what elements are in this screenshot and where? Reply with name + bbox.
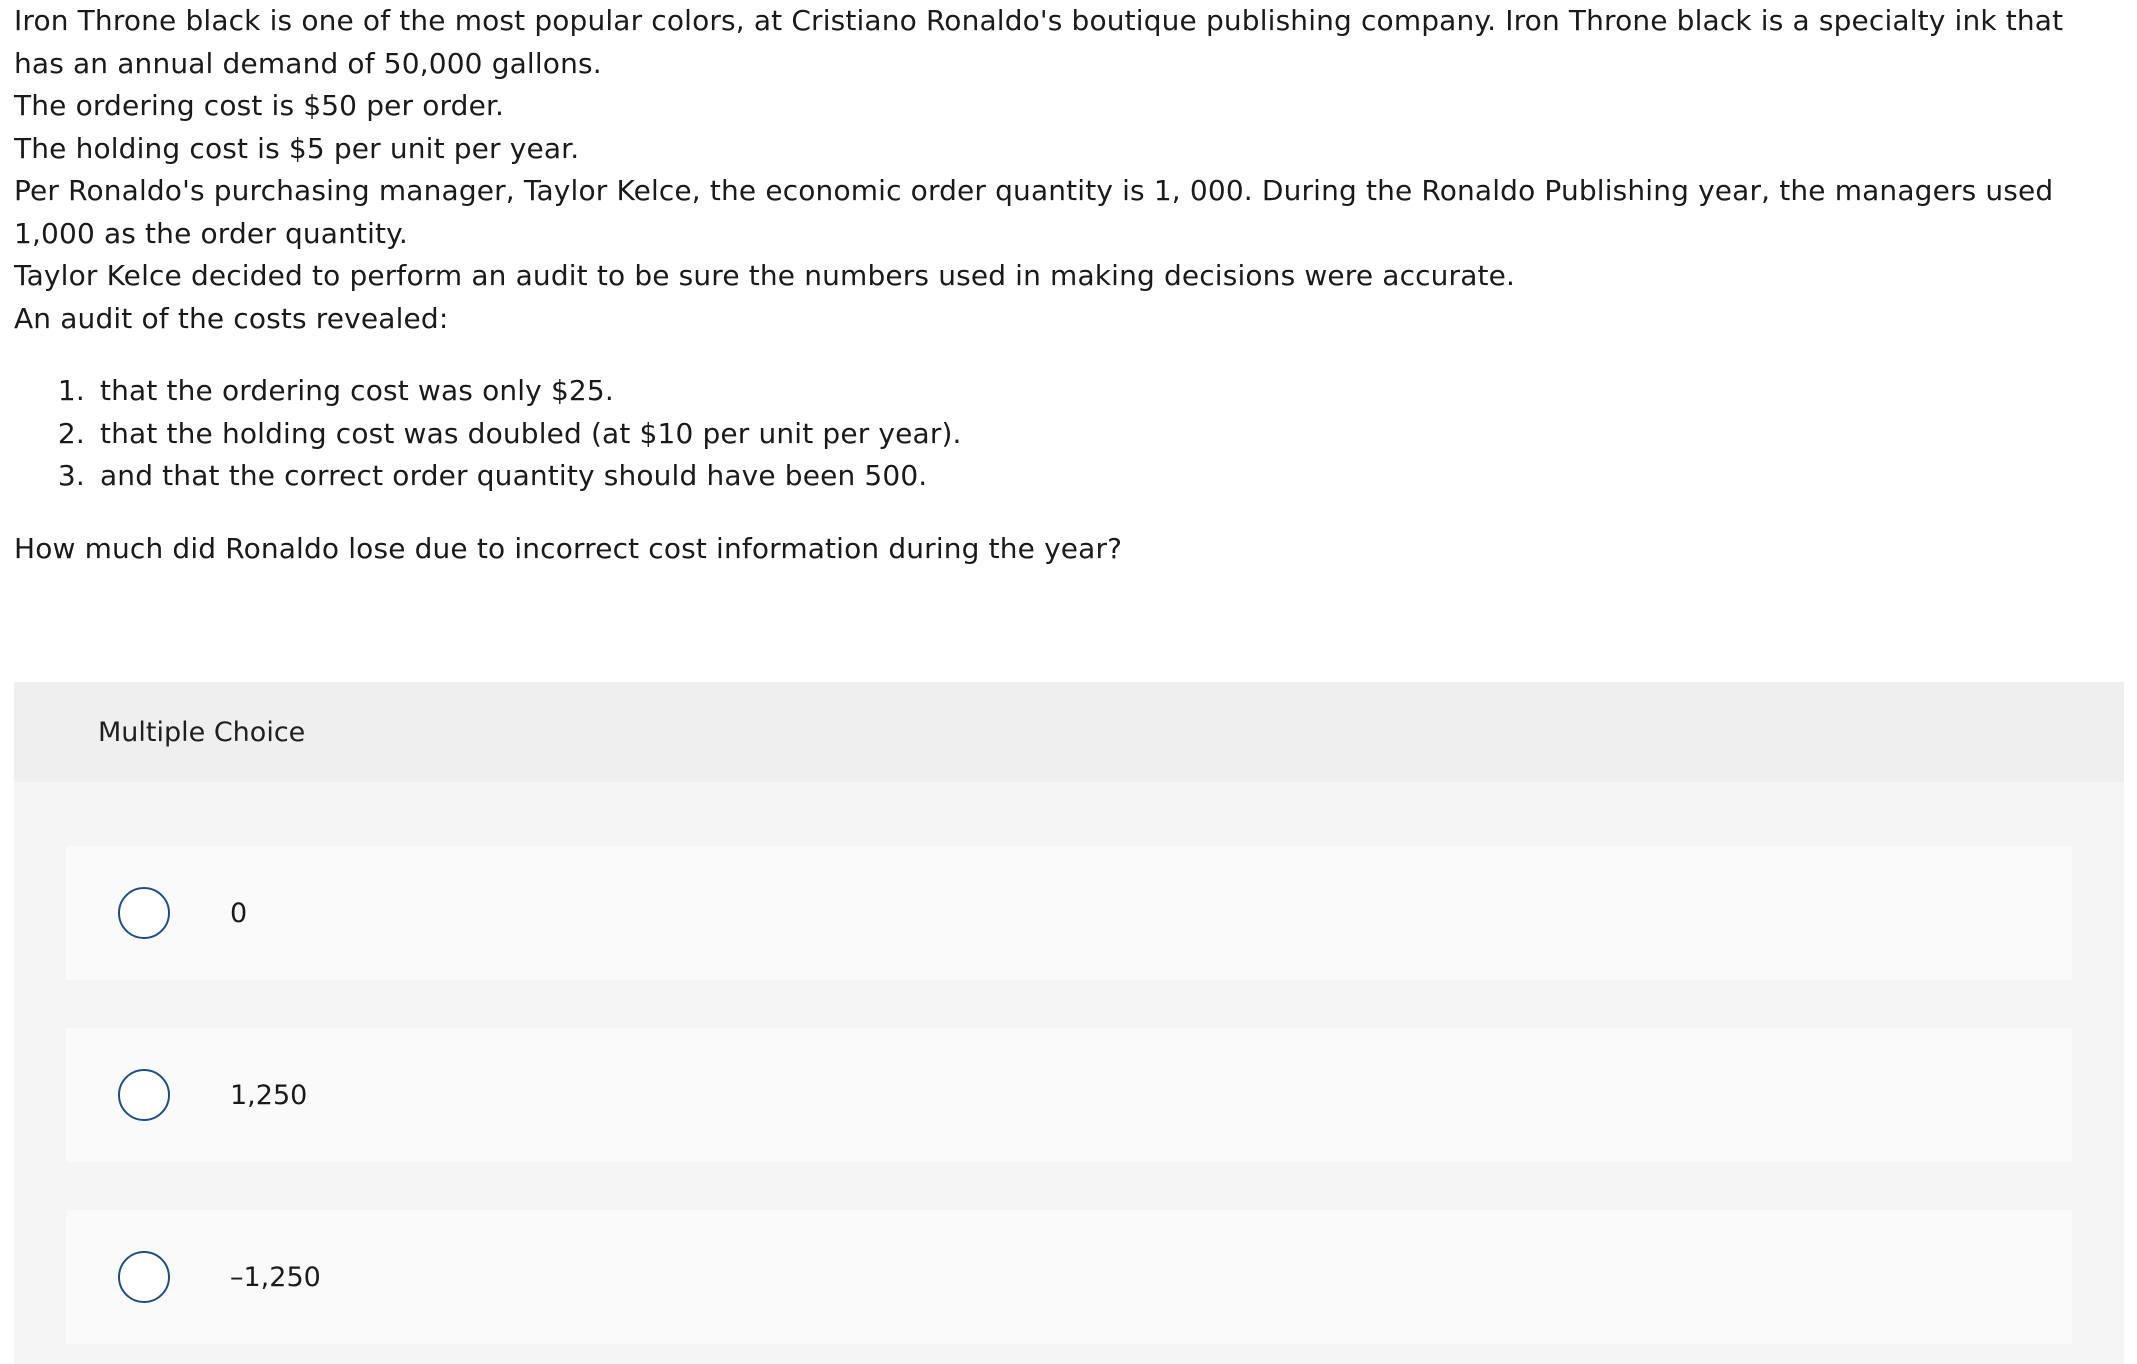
question-audit-intro: An audit of the costs revealed: <box>14 301 449 335</box>
audit-findings-list <box>14 370 2114 498</box>
question-holding-cost: The holding cost is $5 per unit per year. <box>14 131 580 165</box>
question-audit-intent: Taylor Kelce decided to perform an audit to be sure the numbers used in making decisions were accurate. <box>14 259 1516 292</box>
answer-option-label: 0 <box>230 897 248 929</box>
audit-finding-item: 1. that the ordering cost was only $25. <box>94 370 2114 413</box>
question-intro: Iron Throne black is one of the most popular colors, at Cristiano Ronaldo's boutique publishing company. Iron Throne black is a specialty ink that has an annual demand of 50,000 gallons. <box>14 4 2064 80</box>
radio-button-icon[interactable] <box>118 1251 170 1303</box>
answer-option-label: 1,250 <box>230 1079 308 1111</box>
answer-option-1[interactable] <box>66 1028 2072 1162</box>
question-eoq-statement: Per Ronaldo's purchasing manager, Taylor Kelce, the economic order quantity is 1, 000. During the Ronaldo Publishing year, the managers used 1,000 as the order quantity. <box>14 174 2054 250</box>
question-ordering-cost: The ordering cost is $50 per order. <box>14 89 505 122</box>
audit-finding-item: 3. and that the correct order quantity should have been 500. <box>94 455 2114 498</box>
multiple-choice-panel <box>14 682 2124 1364</box>
answer-option-0[interactable] <box>66 846 2072 980</box>
radio-button-icon[interactable] <box>118 887 170 939</box>
question-text <box>14 0 2114 570</box>
answer-option-label: –1,250 <box>230 1261 321 1293</box>
audit-finding-item: 2. that the holding cost was doubled (at $10 per unit per year). <box>94 413 2114 456</box>
question-prompt: How much did Ronaldo lose due to incorrect cost information during the year? <box>14 531 1123 565</box>
multiple-choice-header: Multiple Choice <box>14 682 2124 782</box>
answer-option-2[interactable] <box>66 1210 2072 1344</box>
radio-button-icon[interactable] <box>118 1069 170 1121</box>
